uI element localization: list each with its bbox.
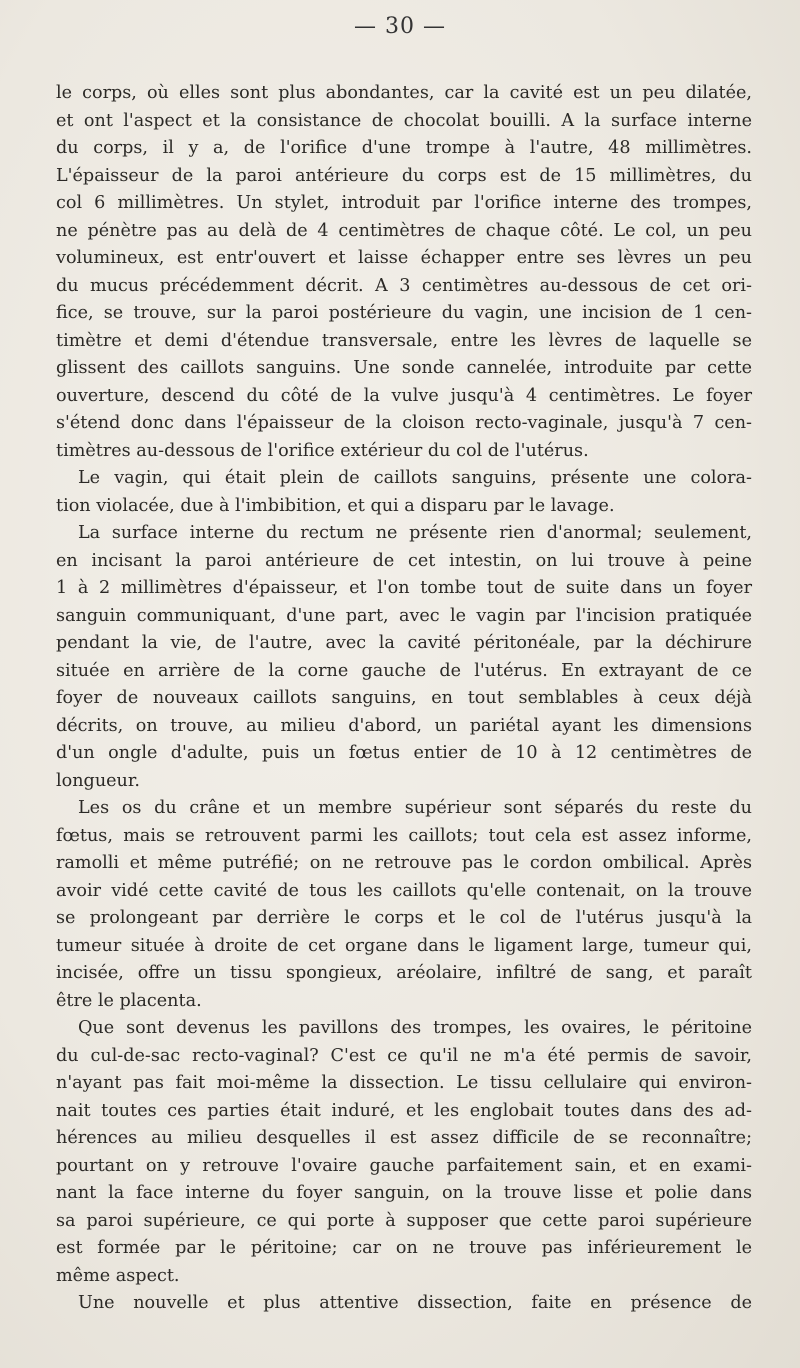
text-line: même aspect. bbox=[56, 1265, 180, 1286]
text-line: timètres au-dessous de l'orifice extérieur du col de l'utérus. bbox=[56, 440, 589, 461]
text-line: Que sont devenus les pavillons des trompes, les ovaires, le péritoine bbox=[78, 1018, 752, 1038]
text-line: ramolli et même putréfié; on ne retrouve pas le cordon ombilical. Après bbox=[56, 853, 752, 873]
text-line: tion violacée, due à l'imbibition, et qui a disparu par le lavage. bbox=[56, 495, 615, 516]
text-line: col 6 millimètres. Un stylet, introduit par l'orifice interne des trompes, bbox=[56, 193, 752, 213]
text-line: d'un ongle d'adulte, puis un fœtus entier de 10 à 12 centimètres de bbox=[56, 743, 752, 763]
text-line: timètre et demi d'étendue transversale, entre les lèvres de laquelle se bbox=[56, 330, 752, 351]
text-line: L'épaisseur de la paroi antérieure du corps est de 15 millimètres, du bbox=[56, 165, 752, 186]
text-line: nant la face interne du foyer sanguin, on la trouve lisse et polie dans bbox=[56, 1183, 752, 1203]
text-line: nait toutes ces parties était induré, et les englobait toutes dans des ad- bbox=[56, 1100, 752, 1121]
text-line: hérences au milieu desquelles il est assez difficile de se reconnaître; bbox=[56, 1128, 752, 1148]
text-line: être le placenta. bbox=[56, 990, 202, 1011]
text-line: longueur. bbox=[56, 770, 140, 791]
text-line: fœtus, mais se retrouvent parmi les caillots; tout cela est assez informe, bbox=[56, 825, 752, 846]
text-line: sa paroi supérieure, ce qui porte à supposer que cette paroi supérieure bbox=[56, 1210, 752, 1231]
text-line: n'ayant pas fait moi-même la dissection. Le tissu cellulaire qui environ- bbox=[56, 1073, 752, 1093]
text-line: fice, se trouve, sur la paroi postérieure du vagin, une incision de 1 cen- bbox=[56, 303, 752, 323]
text-line: ouverture, descend du côté de la vulve jusqu'à 4 centimètres. Le foyer bbox=[56, 385, 752, 406]
text-line: du corps, il y a, de l'orifice d'une trompe à l'autre, 48 millimètres. bbox=[56, 138, 752, 158]
body-text bbox=[56, 80, 752, 1318]
text-line: le corps, où elles sont plus abondantes, car la cavité est un peu dilatée, bbox=[56, 83, 752, 103]
text-line: est formée par le péritoine; car on ne trouve pas inférieurement le bbox=[56, 1238, 752, 1258]
text-line: du cul-de-sac recto-vaginal? C'est ce qu'il ne m'a été permis de savoir, bbox=[56, 1045, 752, 1066]
text-line: ne pénètre pas au delà de 4 centimètres de chaque côté. Le col, un peu bbox=[56, 220, 752, 241]
text-line: pendant la vie, de l'autre, avec la cavité péritonéale, par la déchirure bbox=[56, 633, 752, 653]
text-line: du mucus précédemment décrit. A 3 centimètres au-dessous de cet ori- bbox=[56, 275, 752, 296]
text-line: foyer de nouveaux caillots sanguins, en tout semblables à ceux déjà bbox=[56, 688, 752, 708]
text-line: en incisant la paroi antérieure de cet intestin, on lui trouve à peine bbox=[56, 550, 752, 571]
text-line: tumeur située à droite de cet organe dans le ligament large, tumeur qui, bbox=[56, 935, 752, 956]
text-line: Les os du crâne et un membre supérieur sont séparés du reste du bbox=[78, 798, 752, 818]
text-line: avoir vidé cette cavité de tous les caillots qu'elle contenait, on la trouve bbox=[56, 880, 752, 901]
text-line: glissent des caillots sanguins. Une sonde cannelée, introduite par cette bbox=[56, 358, 752, 378]
text-line: s'étend donc dans l'épaisseur de la cloison recto-vaginale, jusqu'à 7 cen- bbox=[56, 413, 752, 433]
text-line: Le vagin, qui était plein de caillots sanguins, présente une colora- bbox=[78, 468, 752, 488]
text-line: et ont l'aspect et la consistance de chocolat bouilli. A la surface interne bbox=[56, 110, 752, 131]
text-line: La surface interne du rectum ne présente rien d'anormal; seulement, bbox=[78, 523, 752, 543]
text-line: pourtant on y retrouve l'ovaire gauche parfaitement sain, et en exami- bbox=[56, 1155, 752, 1176]
text-line: sanguin communiquant, d'une part, avec le vagin par l'incision pratiquée bbox=[56, 605, 752, 626]
text-line: incisée, offre un tissu spongieux, aréolaire, infiltré de sang, et paraît bbox=[56, 963, 752, 983]
text-line: décrits, on trouve, au milieu d'abord, un pariétal ayant les dimensions bbox=[56, 715, 752, 736]
text-line: se prolongeant par derrière le corps et le col de l'utérus jusqu'à la bbox=[56, 908, 752, 928]
text-line: volumineux, est entr'ouvert et laisse échapper entre ses lèvres un peu bbox=[56, 248, 752, 268]
text-line: 1 à 2 millimètres d'épaisseur, et l'on tombe tout de suite dans un foyer bbox=[56, 578, 752, 598]
text-line: Une nouvelle et plus attentive dissection, faite en présence de bbox=[78, 1293, 752, 1313]
text-line: située en arrière de la corne gauche de l'utérus. En extrayant de ce bbox=[56, 660, 752, 681]
page-number: — 30 — bbox=[354, 14, 446, 39]
